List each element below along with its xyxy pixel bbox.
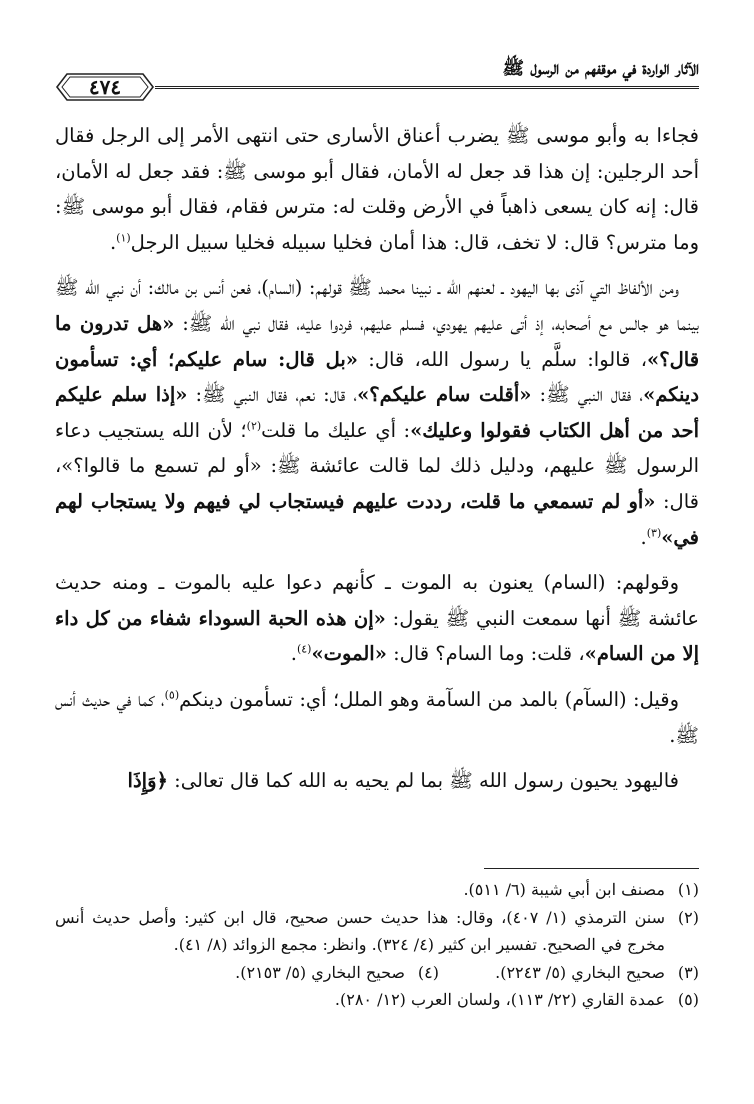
paragraph xyxy=(55,270,699,555)
text-run: . xyxy=(109,230,117,254)
text-run: فاليهود يحيون رسول الله ﷺ بما لم يحيه به الله كما قال تعالى: xyxy=(167,769,679,793)
hadith-quote: «الموت» xyxy=(311,642,387,666)
footnote-number: (٢) xyxy=(677,907,699,927)
hadith-quote: «إن هذه الحبة السوداء شفاء من كل داء إلا من السام» xyxy=(55,606,699,666)
paragraph xyxy=(55,118,699,260)
paragraph xyxy=(55,682,699,753)
footnote-text: صحيح البخاري (٥/ ٢٢٤٣). xyxy=(495,962,665,982)
text-run: ، قالوا: سلَّم يا رسول الله، قال: xyxy=(358,347,648,371)
footnote-text: مصنف ابن أبي شيبة (٦/ ٥١١). xyxy=(463,880,665,899)
footnote-number: (٣) xyxy=(677,962,699,982)
header-side-rule xyxy=(155,86,225,89)
header-rule xyxy=(225,86,699,89)
text-run: وقيل: (السآم) بالمد من السآمة وهو الملل؛ أي: تسأمون دينكم xyxy=(179,687,680,711)
footnote-ref: (١) xyxy=(116,231,131,245)
main-text xyxy=(55,118,699,809)
footnote-text: سنن الترمذي (١/ ٤٠٧)، وقال: هذا حديث حسن صحيح، قال ابن كثير: وأصل حديث أنس مخرج في الصحيح. تفسير ابن كثير (٤/ ٣٢٤). وانظر: مجمع الزوائد (٨/ ٤١). xyxy=(55,907,665,954)
footnote-row xyxy=(55,959,699,987)
footnote-number: (٥) xyxy=(677,990,699,1009)
footnote xyxy=(439,959,699,987)
footnote-ref: (٥) xyxy=(164,688,180,702)
quran-quote: ﴿وَإِذَا xyxy=(127,769,168,793)
footnote-separator xyxy=(484,868,699,869)
page-header xyxy=(55,58,699,99)
footnote-text: صحيح البخاري (٥/ ٢١٥٣). xyxy=(235,962,405,982)
hadith-quote: «أو لم تسمعي ما قلت، رددت عليهم فيستجاب لي فيهم ولا يستجاب لهم في» xyxy=(55,489,699,549)
text-run: ، كما في حديث أنس ﷺ. xyxy=(55,687,699,747)
text-run: ، قلت: وما السام؟ قال: xyxy=(386,642,585,666)
text-run: : أي عليك ما قلت xyxy=(261,418,411,442)
text-run: . xyxy=(290,642,297,666)
footnote xyxy=(179,959,439,987)
text-run: ، فقال النبي ﷺ: xyxy=(531,383,644,407)
text-run: ومن الألفاظ التي آذى بها اليهود ـ لعنهم الله ـ نبينا محمد ﷺ قولهم: (السام)، فعن أنس بن مالك: أن نبي الله ﷺ بينما هو جالس مع أصحابه، إذ أتى عليهم يهودي، فسلم عليهم، فردوا عليه، فقال نبي الله ﷺ: xyxy=(55,276,699,335)
text-run: ، قال: نعم، فقال النبي ﷺ: xyxy=(187,383,358,407)
hadith-quote: «هل تدرون ما قال؟» xyxy=(55,311,700,371)
paragraph xyxy=(55,565,699,672)
footnote xyxy=(55,986,699,1014)
hadith-quote: «إذا سلم عليكم أحد من أهل الكتاب فقولوا وعليك» xyxy=(55,383,700,442)
hadith-quote: «بل قال: سام عليكم؛ أي: تسأمون دينكم» xyxy=(55,347,700,407)
text-run: ؛ لأن الله يستجيب دعاء الرسول ﷺ عليهم، ودليل ذلك لما قالت عائشة ﷺ: «أو لم تسمع ما قالوا؟»، قال: xyxy=(55,418,699,513)
text-run: فجاءا به وأبو موسى ﷺ يضرب أعناق الأسارى حتى انتهى الأمر إلى الرجل فقال أحد الرجلين: إن هذا قد جعل له الأمان، فقال أبو موسى ﷺ: فقد جعل له الأمان، قال: إنه كان يسعى ذاهباً في الأرض وقلت له: مترس فقام، فقال أبو موسى ﷺ: وما مترس؟ قال: لا تخف، قال: هذا أمان فخليا سبيله فخليا سبيل الرجل xyxy=(55,124,699,254)
footnote-ref: (٤) xyxy=(296,642,312,656)
footnote-ref: (٢) xyxy=(246,419,262,433)
hadith-quote: «أقلت سام عليكم؟» xyxy=(357,383,532,407)
text-run: وقولهم: (السام) يعنون به الموت ـ كأنهم دعوا عليه بالموت ـ ومنه حديث عائشة ﷺ أنها سمعت النبي ﷺ يقول: xyxy=(55,571,699,630)
footnotes xyxy=(55,876,699,1014)
running-title: الآثار الواردة في موقفهم من الرسول ﷺ xyxy=(502,58,699,79)
footnote-number: (١) xyxy=(677,880,699,899)
paragraph xyxy=(55,763,699,799)
footnote-ref: (٣) xyxy=(646,526,662,540)
footnote xyxy=(55,876,699,904)
text-run: . xyxy=(640,525,647,549)
page-number: ٤٧٤ xyxy=(88,75,122,99)
footnote-number: (٤) xyxy=(417,962,439,982)
page-number-badge xyxy=(55,72,155,102)
footnote-text: عمدة القاري (٢٢/ ١١٣)، ولسان العرب (١٢/ ٢٨٠). xyxy=(334,990,665,1009)
footnote xyxy=(55,904,699,959)
